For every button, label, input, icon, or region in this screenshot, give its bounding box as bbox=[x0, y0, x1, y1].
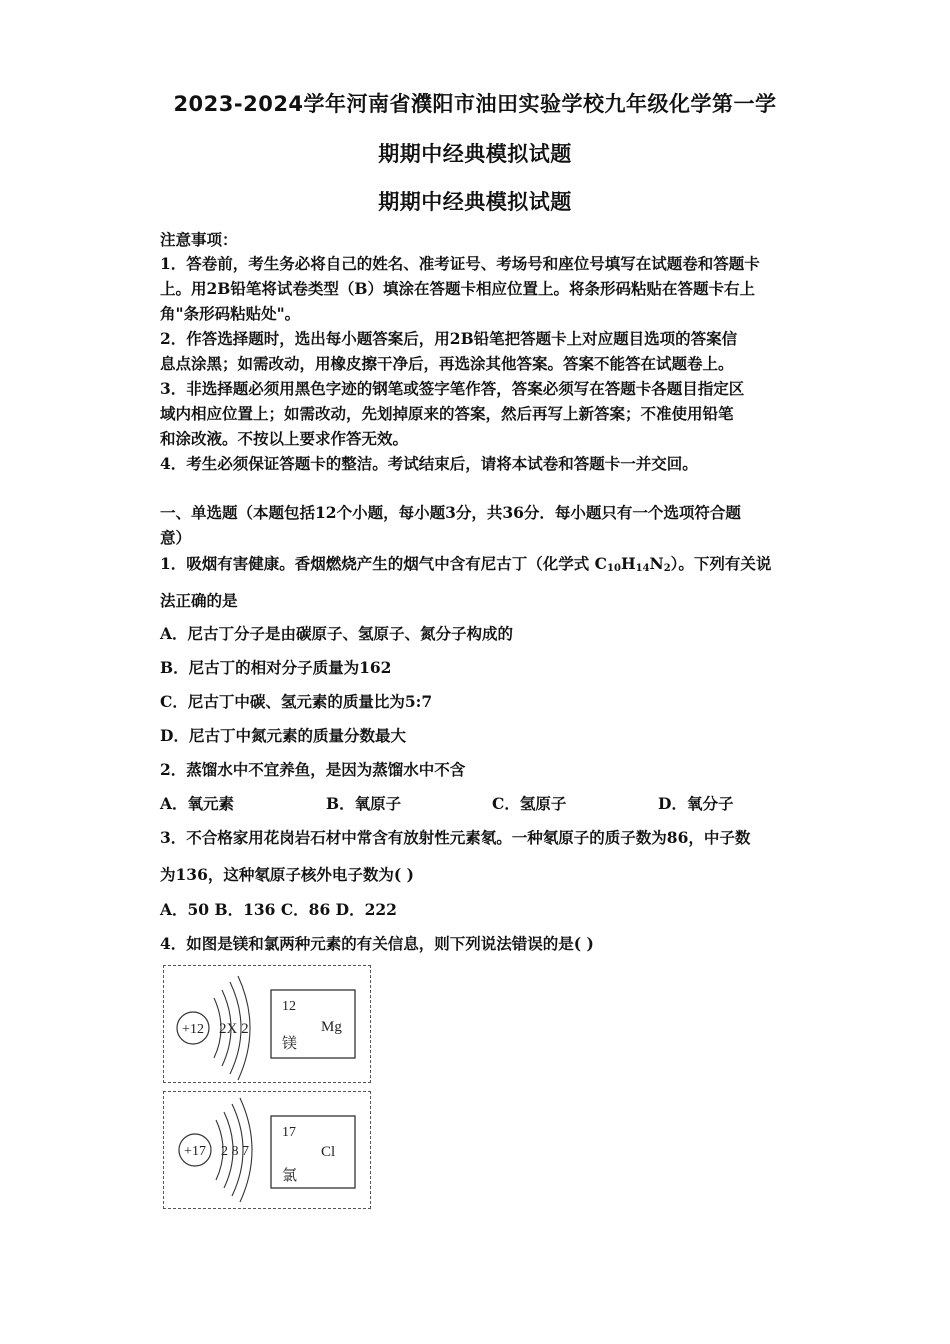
figure-chlorine bbox=[163, 1091, 371, 1209]
q2-stem: 2．蒸馏水中不宜养鱼，是因为蒸馏水中不含 bbox=[160, 760, 466, 779]
q2-option-c: C．氢原子 bbox=[492, 794, 567, 813]
page-title-line3: 期期中经典模拟试题 bbox=[378, 190, 572, 214]
notice-line: 2．作答选择题时，选出每小题答案后，用2B铅笔把答题卡上对应题目选项的答案信 bbox=[160, 329, 738, 348]
q4-stem: 4．如图是镁和氯两种元素的有关信息，则下列说法错误的是( ) bbox=[160, 934, 594, 953]
q1-option-d: D．尼古丁中氮元素的质量分数最大 bbox=[160, 726, 406, 745]
q3-options: A．50 B．136 C．86 D．222 bbox=[160, 900, 397, 919]
figure-magnesium bbox=[163, 965, 371, 1083]
cl-symbol: Cl bbox=[321, 1144, 336, 1160]
q1-stem: 1．吸烟有害健康。香烟燃烧产生的烟气中含有尼古丁（化学式 $C_{10}H_{14}N_2$）。下列有关说 bbox=[160, 554, 772, 574]
cl-shells: 2 8 7 bbox=[221, 1144, 249, 1159]
notice-line: 域内相应位置上；如需改动，先划掉原来的答案，然后再写上新答案；不准使用铅笔 bbox=[160, 404, 734, 423]
notice-line: 上。用2B铅笔将试卷类型（B）填涂在答题卡相应位置上。将条形码粘贴在答题卡右上 bbox=[160, 279, 755, 298]
q2-option-a: A．氧元素 bbox=[160, 794, 235, 813]
page-title-line2: 期期中经典模拟试题 bbox=[378, 142, 572, 166]
notice-heading: 注意事项： bbox=[160, 230, 238, 249]
mg-symbol: Mg bbox=[321, 1019, 342, 1035]
q2-option-d: D．氧分子 bbox=[658, 794, 734, 813]
mg-atomic-number: 12 bbox=[282, 999, 296, 1014]
notice-line: 3．非选择题必须用黑色字迹的钢笔或签字笔作答，答案必须写在答题卡各题目指定区 bbox=[160, 379, 745, 398]
notice-line: 4．考生必须保证答题卡的整洁。考试结束后，请将本试卷和答题卡一并交回。 bbox=[160, 454, 698, 473]
notice-line: 角"条形码粘贴处"。 bbox=[160, 304, 301, 323]
mg-nucleus: +12 bbox=[182, 1022, 204, 1037]
cl-name: 氯 bbox=[282, 1168, 298, 1184]
notice-line: 息点涂黑；如需改动，用橡皮擦干净后，再选涂其他答案。答案不能答在试题卷上。 bbox=[160, 354, 734, 373]
mg-name: 镁 bbox=[282, 1036, 298, 1052]
q3-stem: 3．不合格家用花岗岩石材中常含有放射性元素氡。一种氡原子的质子数为86，中子数 bbox=[160, 828, 751, 847]
page-title-line1: 2023-2024学年河南省濮阳市油田实验学校九年级化学第一学 bbox=[173, 92, 777, 116]
mg-shells: 2X 2 bbox=[219, 1021, 249, 1037]
q2-option-b: B．氧原子 bbox=[326, 794, 402, 813]
q1-option-b: B．尼古丁的相对分子质量为162 bbox=[160, 658, 392, 677]
q1-stem-cont: 法正确的是 bbox=[160, 591, 238, 610]
notice-line: 和涂改液。不按以上要求作答无效。 bbox=[160, 429, 409, 448]
q1-option-a: A．尼古丁分子是由碳原子、氢原子、氮分子构成的 bbox=[160, 624, 514, 643]
notice-line: 1．答卷前，考生务必将自己的姓名、准考证号、考场号和座位号填写在试题卷和答题卡 bbox=[160, 254, 760, 273]
section-heading-cont: 意） bbox=[160, 528, 192, 547]
section-heading: 一、单选题（本题包括12个小题，每小题3分，共36分．每小题只有一个选项符合题 bbox=[160, 503, 741, 522]
cl-nucleus: +17 bbox=[184, 1144, 206, 1159]
q1-option-c: C．尼古丁中碳、氢元素的质量比为5:7 bbox=[160, 692, 433, 711]
q3-stem-cont: 为136，这种氡原子核外电子数为( ) bbox=[160, 865, 414, 884]
cl-atomic-number: 17 bbox=[282, 1125, 296, 1140]
